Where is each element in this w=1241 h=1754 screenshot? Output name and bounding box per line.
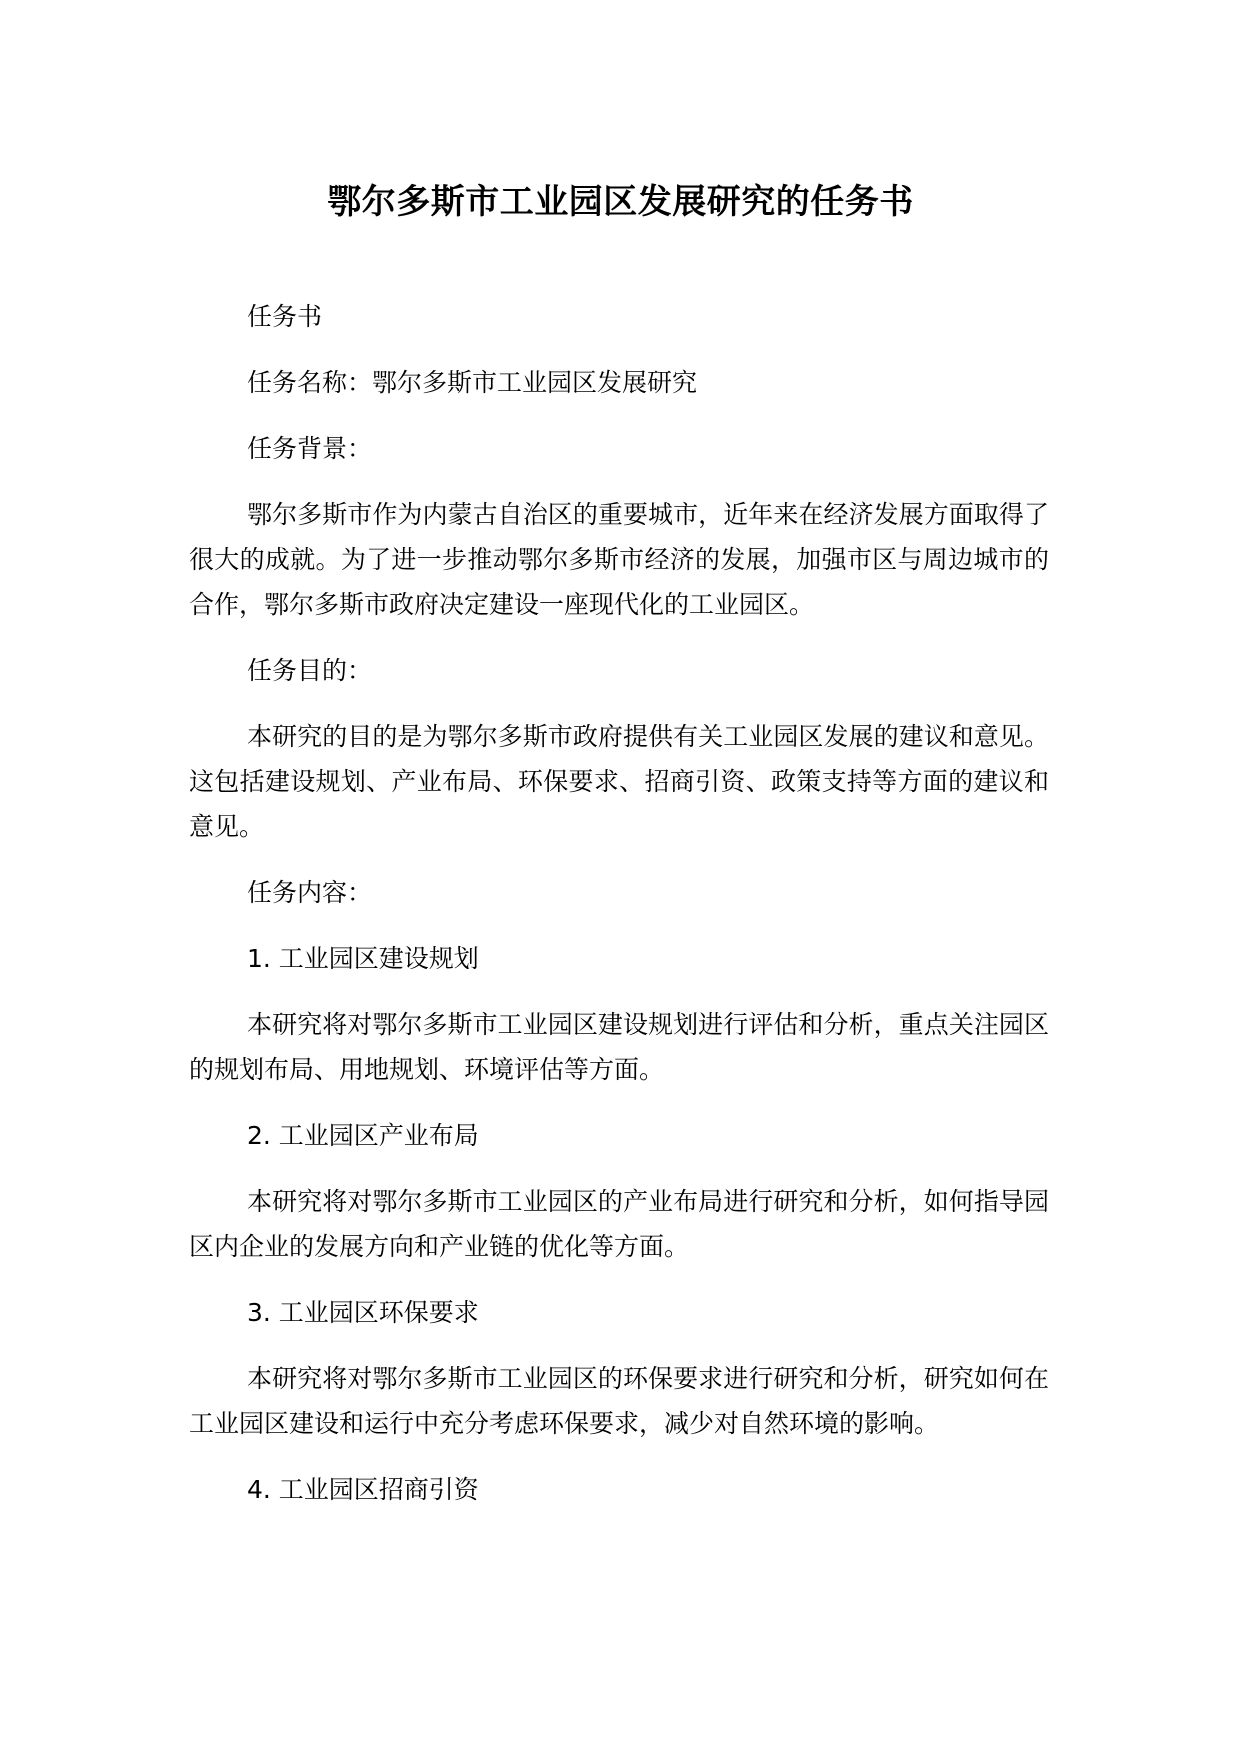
paragraph-background-heading: 任务背景：: [247, 434, 373, 463]
paragraph-item-3-heading: 3. 工业园区环保要求: [247, 1298, 479, 1327]
paragraph-purpose-heading: 任务目的：: [247, 656, 373, 685]
paragraph-task-name: 任务名称：鄂尔多斯市工业园区发展研究: [247, 368, 698, 397]
paragraph-background-text: 鄂尔多斯市作为内蒙古自治区的重要城市，近年来在经济发展方面取得了很大的成就。为了进一步推动鄂尔多斯市经济的发展，加强市区与周边城市的合作，鄂尔多斯市政府决定建设一座现代化的工业园区。: [189, 500, 1049, 619]
paragraph-item-4-heading: 4. 工业园区招商引资: [247, 1475, 479, 1504]
paragraph-item-3-text: 本研究将对鄂尔多斯市工业园区的环保要求进行研究和分析，研究如何在工业园区建设和运行中充分考虑环保要求，减少对自然环境的影响。: [189, 1364, 1049, 1438]
paragraph-item-2-text: 本研究将对鄂尔多斯市工业园区的产业布局进行研究和分析，如何指导园区内企业的发展方向和产业链的优化等方面。: [189, 1187, 1049, 1261]
paragraph-item-1-heading: 1. 工业园区建设规划: [247, 944, 479, 973]
paragraph-content-heading: 任务内容：: [247, 878, 373, 907]
document-title: 鄂尔多斯市工业园区发展研究的任务书: [327, 182, 914, 222]
paragraph-item-2-heading: 2. 工业园区产业布局: [247, 1121, 479, 1150]
paragraph-heading: 任务书: [247, 302, 323, 331]
paragraph-item-1-text: 本研究将对鄂尔多斯市工业园区建设规划进行评估和分析，重点关注园区的规划布局、用地规划、环境评估等方面。: [189, 1010, 1049, 1084]
paragraph-purpose-text: 本研究的目的是为鄂尔多斯市政府提供有关工业园区发展的建议和意见。这包括建设规划、产业布局、环保要求、招商引资、政策支持等方面的建议和意见。: [189, 722, 1049, 841]
document-body: [189, 294, 1049, 1533]
